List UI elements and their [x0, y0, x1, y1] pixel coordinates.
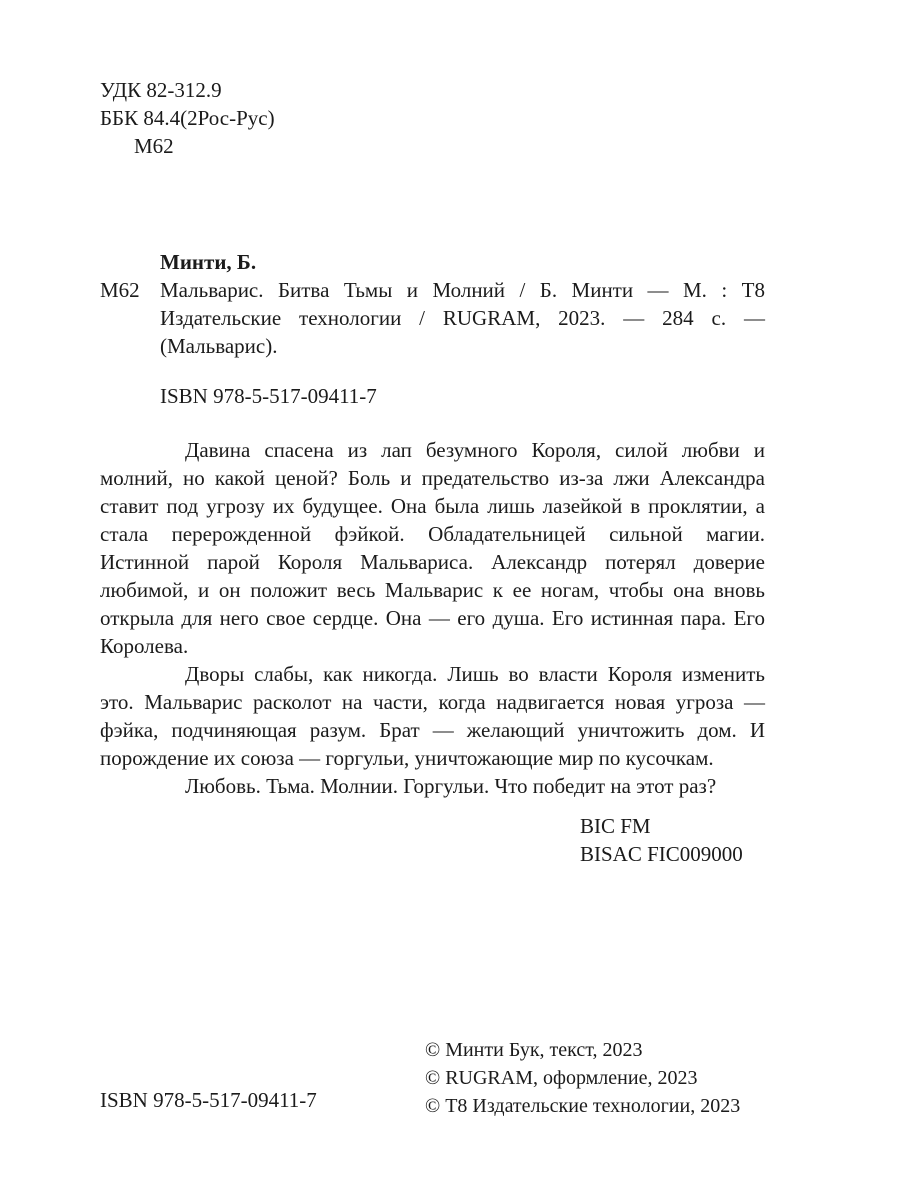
annotation-paragraph: Давина спасена из лап безумного Короля, силой любви и молний, но какой ценой? Боль и предательство из-за лжи Александра ставит под угрозу их будущее. Она была лишь лазейкой в проклятии, а стала перерожденной фэйкой. Обладательницей сильной магии. Истинной парой Короля Мальвариса. Александр потерял доверие любимой, и он положит весь Мальварис к ее ногам, чтобы она вновь открыла для него свое сердце. Она — его душа. Его истинная пара. Его Королева.	[100, 438, 765, 658]
classification-block	[580, 812, 765, 868]
isbn-top: ISBN 978-5-517-09411-7	[160, 384, 377, 408]
copyright-block	[425, 1036, 740, 1120]
annotation-block	[100, 436, 765, 800]
catalog-entry-code: М62	[100, 278, 140, 302]
copyright-line: © Т8 Издательские технологии, 2023	[425, 1095, 741, 1117]
annotation-paragraph: Дворы слабы, как никогда. Лишь во власти Короля изменить это. Мальварис расколот на части, когда надвигается новая угроза — фэйка, подчиняющая разум. Брат — желающий уничтожить дом. И порождение их союза — горгульи, уничтожающие мир по кусочкам.	[100, 662, 765, 770]
bbk-author-code: М62	[134, 134, 174, 158]
page-content	[100, 0, 765, 868]
bbk-code: ББК 84.4(2Рос-Рус)	[100, 106, 275, 130]
catalog-author: Минти, Б.	[160, 250, 257, 274]
udk-bbk-block	[100, 0, 765, 160]
copyright-line: © RUGRAM, оформление, 2023	[425, 1067, 698, 1089]
bic-code: BIC FM	[580, 814, 651, 838]
udk-code: УДК 82-312.9	[100, 78, 222, 102]
isbn-bottom: ISBN 978-5-517-09411-7	[100, 1088, 317, 1112]
annotation-paragraph: Любовь. Тьма. Молнии. Горгульи. Что победит на этот раз?	[185, 774, 717, 798]
catalog-entry	[100, 276, 765, 360]
catalog-card	[100, 248, 765, 410]
bisac-code: BISAC FIC009000	[580, 842, 743, 866]
catalog-entry-text: Мальварис. Битва Тьмы и Молний / Б. Минти — М. : Т8 Издательские технологии / RUGRAM, 2023. — 284 с. — (Мальварис).	[160, 278, 765, 358]
copyright-line: © Минти Бук, текст, 2023	[425, 1039, 643, 1061]
